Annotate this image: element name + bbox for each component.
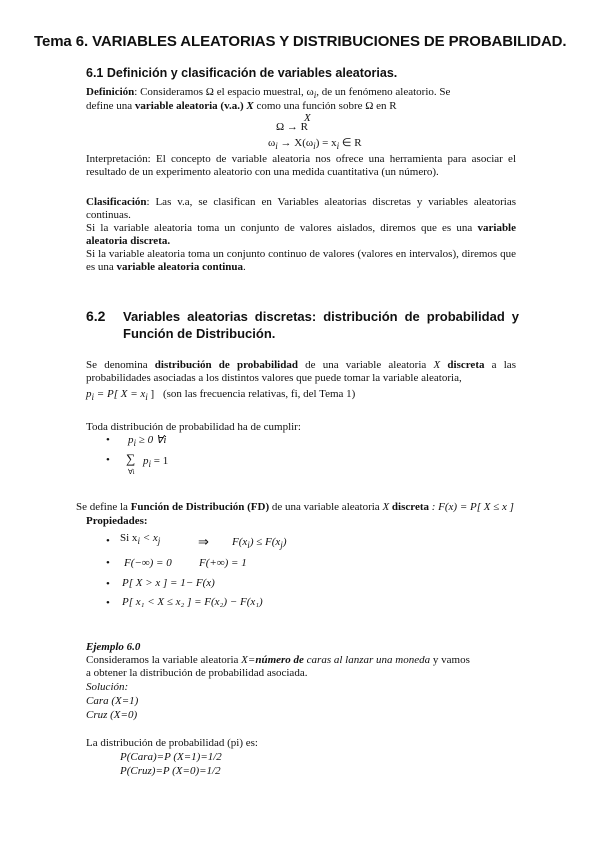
cara-line: Cara (X=1)	[86, 695, 139, 707]
example-line-1	[86, 654, 470, 667]
fd-formula: : F(x) = P[ X ≤ x ]	[429, 501, 514, 513]
bullet-dot: •	[106, 597, 110, 609]
bold-italic: número de	[255, 654, 304, 666]
bullet-dot: •	[106, 434, 110, 446]
distribution-intro: La distribución de probabilidad (pi) es:	[86, 737, 258, 749]
property-1b	[232, 536, 287, 552]
section-6-2-heading: Variables aleatorias discretas: distribución de probabilidad y Función de Distribución.	[123, 309, 519, 341]
bold-discreta: discreta	[440, 359, 485, 371]
conditions-intro: Toda distribución de probabilidad ha de cumplir:	[86, 421, 301, 433]
property-1a	[120, 532, 160, 548]
page-title: Tema 6. VARIABLES ALEATORIAS Y DISTRIBUCIONES DE PROBABILIDAD.	[34, 33, 567, 50]
map-in-r: ∈ R	[339, 137, 362, 149]
text: Se define la	[76, 501, 131, 513]
property-3: P[ X > x ] = 1− F(x)	[122, 577, 215, 589]
definition-text-3: como una función sobre Ω en R	[253, 100, 397, 112]
definition-text: : Consideramos Ω el espacio muestral, ω	[134, 86, 314, 98]
subscript: i	[313, 141, 316, 152]
condition-2	[143, 455, 168, 471]
properties-label	[86, 515, 148, 528]
definition-text-2: define una	[86, 100, 135, 112]
p-symbol: p	[86, 388, 92, 400]
map-line-1: Ω → R	[276, 121, 309, 133]
pi-note: (son las frecuencia relativas, fi, del Tema 1)	[162, 388, 356, 400]
condition-1	[128, 434, 166, 450]
definition-line-2	[86, 100, 397, 113]
bullet-dot: •	[106, 557, 110, 569]
discrete-bold: variable aleatoria discreta.	[86, 222, 516, 247]
distribution-paragraph	[86, 359, 516, 385]
subscript-j: j	[280, 540, 283, 551]
variable-x: X	[382, 501, 390, 513]
classification-paragraph	[86, 196, 516, 274]
text: y vamos	[430, 654, 470, 666]
prop-text: F(x	[232, 536, 248, 548]
prop-text: < x	[139, 532, 158, 544]
subscript: i	[145, 392, 148, 403]
p-cruz: P(Cruz)=P (X=0)=1/2	[120, 765, 221, 777]
p-cara: P(Cara)=P (X=1)=1/2	[120, 751, 222, 763]
definition-label: Definición	[86, 86, 135, 98]
prop-text: ) ≤ F(x	[249, 536, 281, 548]
text: Consideramos la variable aleatoria	[86, 654, 242, 666]
property-4: P[ x₁ < X ≤ x₂ ] = F(x₂) − F(x₁)	[122, 596, 263, 608]
subscript: i	[137, 536, 140, 547]
pi-formula: = P[ X = x	[94, 388, 146, 400]
bullet-dot: •	[106, 535, 110, 547]
example-label	[86, 641, 140, 654]
prop-text: )	[282, 536, 287, 548]
properties-bold: Propiedades:	[86, 515, 148, 527]
discrete-text: Si la variable aleatoria toma un conjunto de valores aislados, diremos que es una	[86, 222, 478, 234]
bold-term: Función de Distribución (FD)	[130, 501, 270, 513]
text: a las probabilidades asociadas a los distintos valores que puede tomar la variable aleatoria,	[86, 359, 516, 384]
subscript-j: j	[157, 536, 161, 547]
text: Se denomina	[86, 359, 155, 371]
bracket: ]	[147, 388, 155, 400]
subscript: i	[247, 540, 250, 551]
definition-bold: variable aleatoria (v.a.)	[134, 100, 244, 112]
sum-symbol: ∑	[126, 451, 136, 466]
bullet-dot: •	[106, 578, 110, 590]
omega: ω	[268, 137, 276, 149]
subscript: i	[148, 459, 152, 470]
map-eq: ) = x	[315, 137, 337, 149]
property-2a: F(−∞) = 0	[124, 557, 172, 569]
p-symbol: p	[143, 455, 149, 467]
variable-x: X	[243, 100, 254, 112]
text: de una variable aleatoria	[297, 359, 434, 371]
implies-symbol: ⇒	[198, 534, 209, 549]
subscript: i	[313, 90, 317, 101]
condition-1-text: ≥ 0 ∀i	[136, 434, 167, 446]
example-line-2: a obtener la distribución de probabilidad asociada.	[86, 667, 308, 679]
cruz-line: Cruz (X=0)	[86, 709, 138, 721]
bullet-dot: •	[106, 454, 110, 466]
classification-text: : Las v.a, se clasifican en Variables aleatorias discretas y variables aleatorias continuas.	[86, 196, 516, 221]
subscript: i	[275, 141, 278, 152]
bold-discreta: discreta	[389, 501, 429, 513]
period: .	[243, 261, 246, 273]
classification-label: Clasificación	[86, 196, 147, 208]
text: de una variable aleatoria	[269, 501, 383, 513]
section-6-1-heading: 6.1 Definición y clasificación de variables aleatorias.	[86, 66, 398, 80]
map-x-label: X	[304, 112, 311, 124]
property-2b: F(+∞) = 1	[199, 557, 247, 569]
sum-subscript: ∀i	[128, 468, 135, 476]
continuous-text: Si la variable aleatoria toma un conjunto continuo de valores (valores en intervalos), diremos que es una	[86, 248, 516, 273]
definition-text-end: , de un fenómeno aleatorio. Se	[316, 86, 451, 98]
subscript: i	[336, 141, 340, 152]
subscript: i	[133, 438, 137, 449]
p-symbol: p	[128, 434, 134, 446]
var: X=	[241, 654, 256, 666]
solution-label: Solución:	[86, 681, 129, 693]
map-arrow: → X(ω	[277, 137, 314, 149]
subscript: i	[91, 392, 95, 403]
bold-term: distribución de probabilidad	[154, 359, 298, 371]
variable-x: X	[433, 359, 441, 371]
continuous-bold: variable aleatoria continua	[116, 261, 244, 273]
fd-definition	[76, 501, 514, 514]
interpretation-paragraph: Interpretación: El concepto de variable aleatoria nos ofrece una herramienta para asociar el resultado de un experimento aleatorio con una medida cuantitativa (un número).	[86, 153, 516, 178]
example-title: Ejemplo 6.0	[86, 641, 141, 653]
condition-2-text: = 1	[151, 455, 169, 467]
section-6-2-number: 6.2	[86, 308, 106, 324]
italic: caras al lanzar una moneda	[303, 654, 431, 666]
pi-formula-line	[86, 388, 355, 404]
prop-text: Si x	[120, 532, 138, 544]
map-line-2	[268, 137, 362, 153]
